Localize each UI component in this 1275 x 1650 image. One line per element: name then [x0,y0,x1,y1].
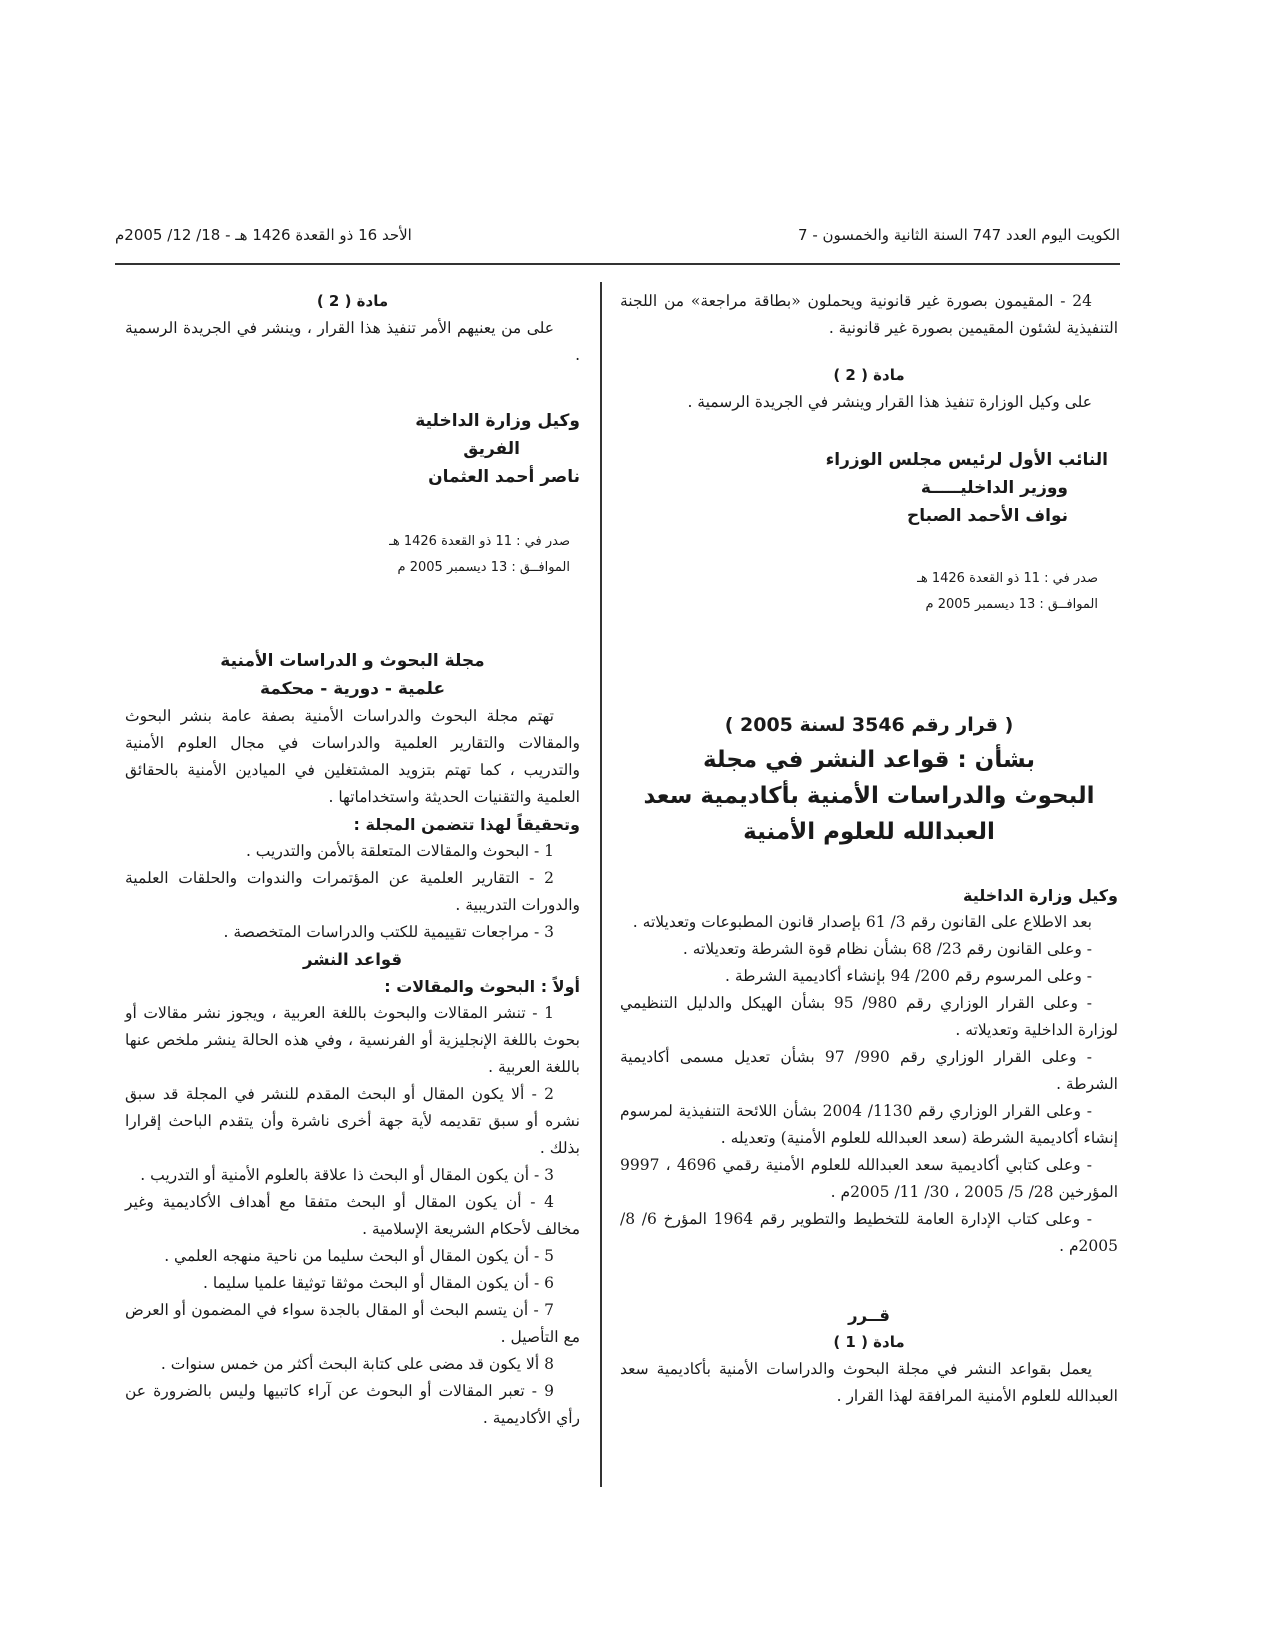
decision-subject-line-1: بشأن : قواعد النشر في مجلة [702,747,1035,773]
rule-item: 4 - أن يكون المقال أو البحث متفقا مع أهداف الأكاديمية وغير مخالف لأحكام الشريعة الإسلامية . [125,1193,580,1238]
signature-title: وكيل وزارة الداخلية [415,411,580,431]
rule-item: 9 - تعبر المقالات أو البحوث عن آراء كاتبيها وليس بالضرورة عن رأي الأكاديمية . [125,1382,580,1427]
header-issue-info: الكويت اليوم العدد 747 السنة الثانية والخمسون - 7 [798,226,1120,244]
signature-rank: الفريق [463,439,520,459]
signature-name: ناصر أحمد العثمان [428,467,580,487]
rule-item: 2 - ألا يكون المقال أو البحث المقدم للنشر في المجلة قد سبق نشره أو سبق تقديمه لأية جهة أخرى ناشرة وأن يتقدم الباحث إقرارا بذلك . [125,1085,580,1157]
page-header [115,226,1120,258]
preamble-item: - وعلى كتابي أكاديمية سعد العبدالله للعلوم الأمنية رقمي 4696 ، 9997 المؤرخين 28/ 5/ 2005 ، 30/ 11/ 2005م . [620,1156,1118,1201]
article-2-title: مادة ( 2 ) [316,292,389,310]
list-item-24: 24 - المقيمون بصورة غير قانونية ويحملون «بطاقة مراجعة» من اللجنة التنفيذية لشئون المقيمين بصورة غير قانونية . [620,292,1118,337]
signature-name: نواف الأحمد الصباح [907,506,1068,526]
preamble-item: - وعلى كتاب الإدارة العامة للتخطيط والتطوير رقم 1964 المؤرخ 6/ 8/ 2005م . [620,1210,1118,1255]
rule-item: 6 - أن يكون المقال أو البحث موثقا توثيقا علميا سليما . [202,1274,554,1292]
decision-subject-line-3: العبدالله للعلوم الأمنية [743,819,995,845]
contents-heading: وتحقيقاً لهذا تتضمن المجلة : [353,815,580,834]
rule-item: 7 - أن يتسم البحث أو المقال بالجدة سواء في المضمون أو العرض مع التأصيل . [125,1301,580,1346]
decided-heading: قــرر [848,1306,890,1325]
contents-item: 2 - التقارير العلمية عن المؤتمرات والندوات والحلقات العلمية والدورات التدريبية . [125,869,580,914]
journal-subtitle: علمية - دورية - محكمة [259,679,446,699]
decision-subject-line-2: البحوث والدراسات الأمنية بأكاديمية سعد [643,783,1095,809]
signature-block-undersecretary [125,407,580,491]
preamble-item: - وعلى القرار الوزاري رقم 990/ 97 بشأن تعديل مسمى أكاديمية الشرطة . [620,1048,1118,1093]
issue-date-gregorian: الموافــق : 13 ديسمبر 2005 م [397,560,570,575]
issuer-title: وكيل وزارة الداخلية [962,886,1118,905]
first-section-heading: أولاً : البحوث والمقالات : [384,977,580,996]
article-2-text: على من يعنيهم الأمر تنفيذ هذا القرار ، وينشر في الجريدة الرسمية . [125,319,580,364]
article-2-text: على وكيل الوزارة تنفيذ هذا القرار وينشر في الجريدة الرسمية . [687,393,1092,411]
issue-date-block [125,529,580,581]
journal-title: مجلة البحوث و الدراسات الأمنية [220,651,485,671]
issue-date-hijri: صدر في : 11 ذو القعدة 1426 هـ [389,534,570,549]
issue-date-hijri: صدر في : 11 ذو القعدة 1426 هـ [917,571,1098,586]
rule-item: 5 - أن يكون المقال أو البحث سليما من ناحية منهجه العلمي . [164,1247,554,1265]
issue-date-block [620,566,1118,618]
rules-heading: قواعد النشر [303,950,402,969]
header-rule [115,263,1120,265]
article-1-title: مادة ( 1 ) [833,1333,905,1351]
issue-date-gregorian: الموافــق : 13 ديسمبر 2005 م [925,597,1098,612]
preamble-item: - وعلى القانون رقم 23/ 68 بشأن نظام قوة الشرطة وتعديلاته . [682,940,1092,958]
column-divider [600,282,602,1487]
article-2-title: مادة ( 2 ) [833,366,905,384]
rule-item: 3 - أن يكون المقال أو البحث ذا علاقة بالعلوم الأمنية أو التدريب . [140,1166,554,1184]
preamble-item: - وعلى القرار الوزاري رقم 980/ 95 بشأن الهيكل والدليل التنظيمي لوزارة الداخلية وتعديلاته . [620,994,1118,1039]
signature-title: النائب الأول لرئيس مجلس الوزراء [825,450,1108,470]
right-column [620,288,1118,1410]
signature-office: ووزير الداخليـــــة [920,478,1068,498]
rule-item: 1 - تنشر المقالات والبحوث باللغة العربية ، ويجوز نشر مقالات أو بحوث باللغة الإنجليزية أو الفرنسية ، وفي هذه الحالة ينشر ملخص عنها باللغة العربية . [125,1004,580,1076]
signature-block-minister [620,446,1118,530]
decision-number: ( قرار رقم 3546 لسنة 2005 ) [724,714,1014,736]
article-1-text: يعمل بقواعد النشر في مجلة البحوث والدراسات الأمنية بأكاديمية سعد العبدالله للعلوم الأمنية المرافقة لهذا القرار . [620,1360,1118,1405]
left-column [125,288,580,1432]
preamble-item: - وعلى المرسوم رقم 200/ 94 بإنشاء أكاديمية الشرطة . [724,967,1092,985]
preamble-item: - وعلى القرار الوزاري رقم 1130/ 2004 بشأن اللائحة التنفيذية لمرسوم إنشاء أكاديمية الشرطة (سعد العبدالله للعلوم الأمنية) وتعديله . [620,1102,1118,1147]
contents-item: 3 - مراجعات تقييمية للكتب والدراسات المتخصصة . [223,923,554,941]
journal-intro: تهتم مجلة البحوث والدراسات الأمنية بصفة عامة بنشر البحوث والمقالات والتقارير العلمية والدراسات في مجال العلوم الأمنية والتدريب ، كما تهتم بتزويد المشتغلين في الميادين الأمنية بالحقائق العلمية والتقنيات الحديثة واستخداماتها . [125,707,580,806]
rule-item: 8 ألا يكون قد مضى على كتابة البحث أكثر من خمس سنوات . [160,1355,554,1373]
decision-heading [620,708,1118,850]
preamble-item: بعد الاطلاع على القانون رقم 3/ 61 بإصدار قانون المطبوعات وتعديلاته . [632,913,1092,931]
contents-item: 1 - البحوث والمقالات المتعلقة بالأمن والتدريب . [245,842,554,860]
header-date: الأحد 16 ذو القعدة 1426 هـ - 18/ 12/ 2005م [115,226,412,244]
